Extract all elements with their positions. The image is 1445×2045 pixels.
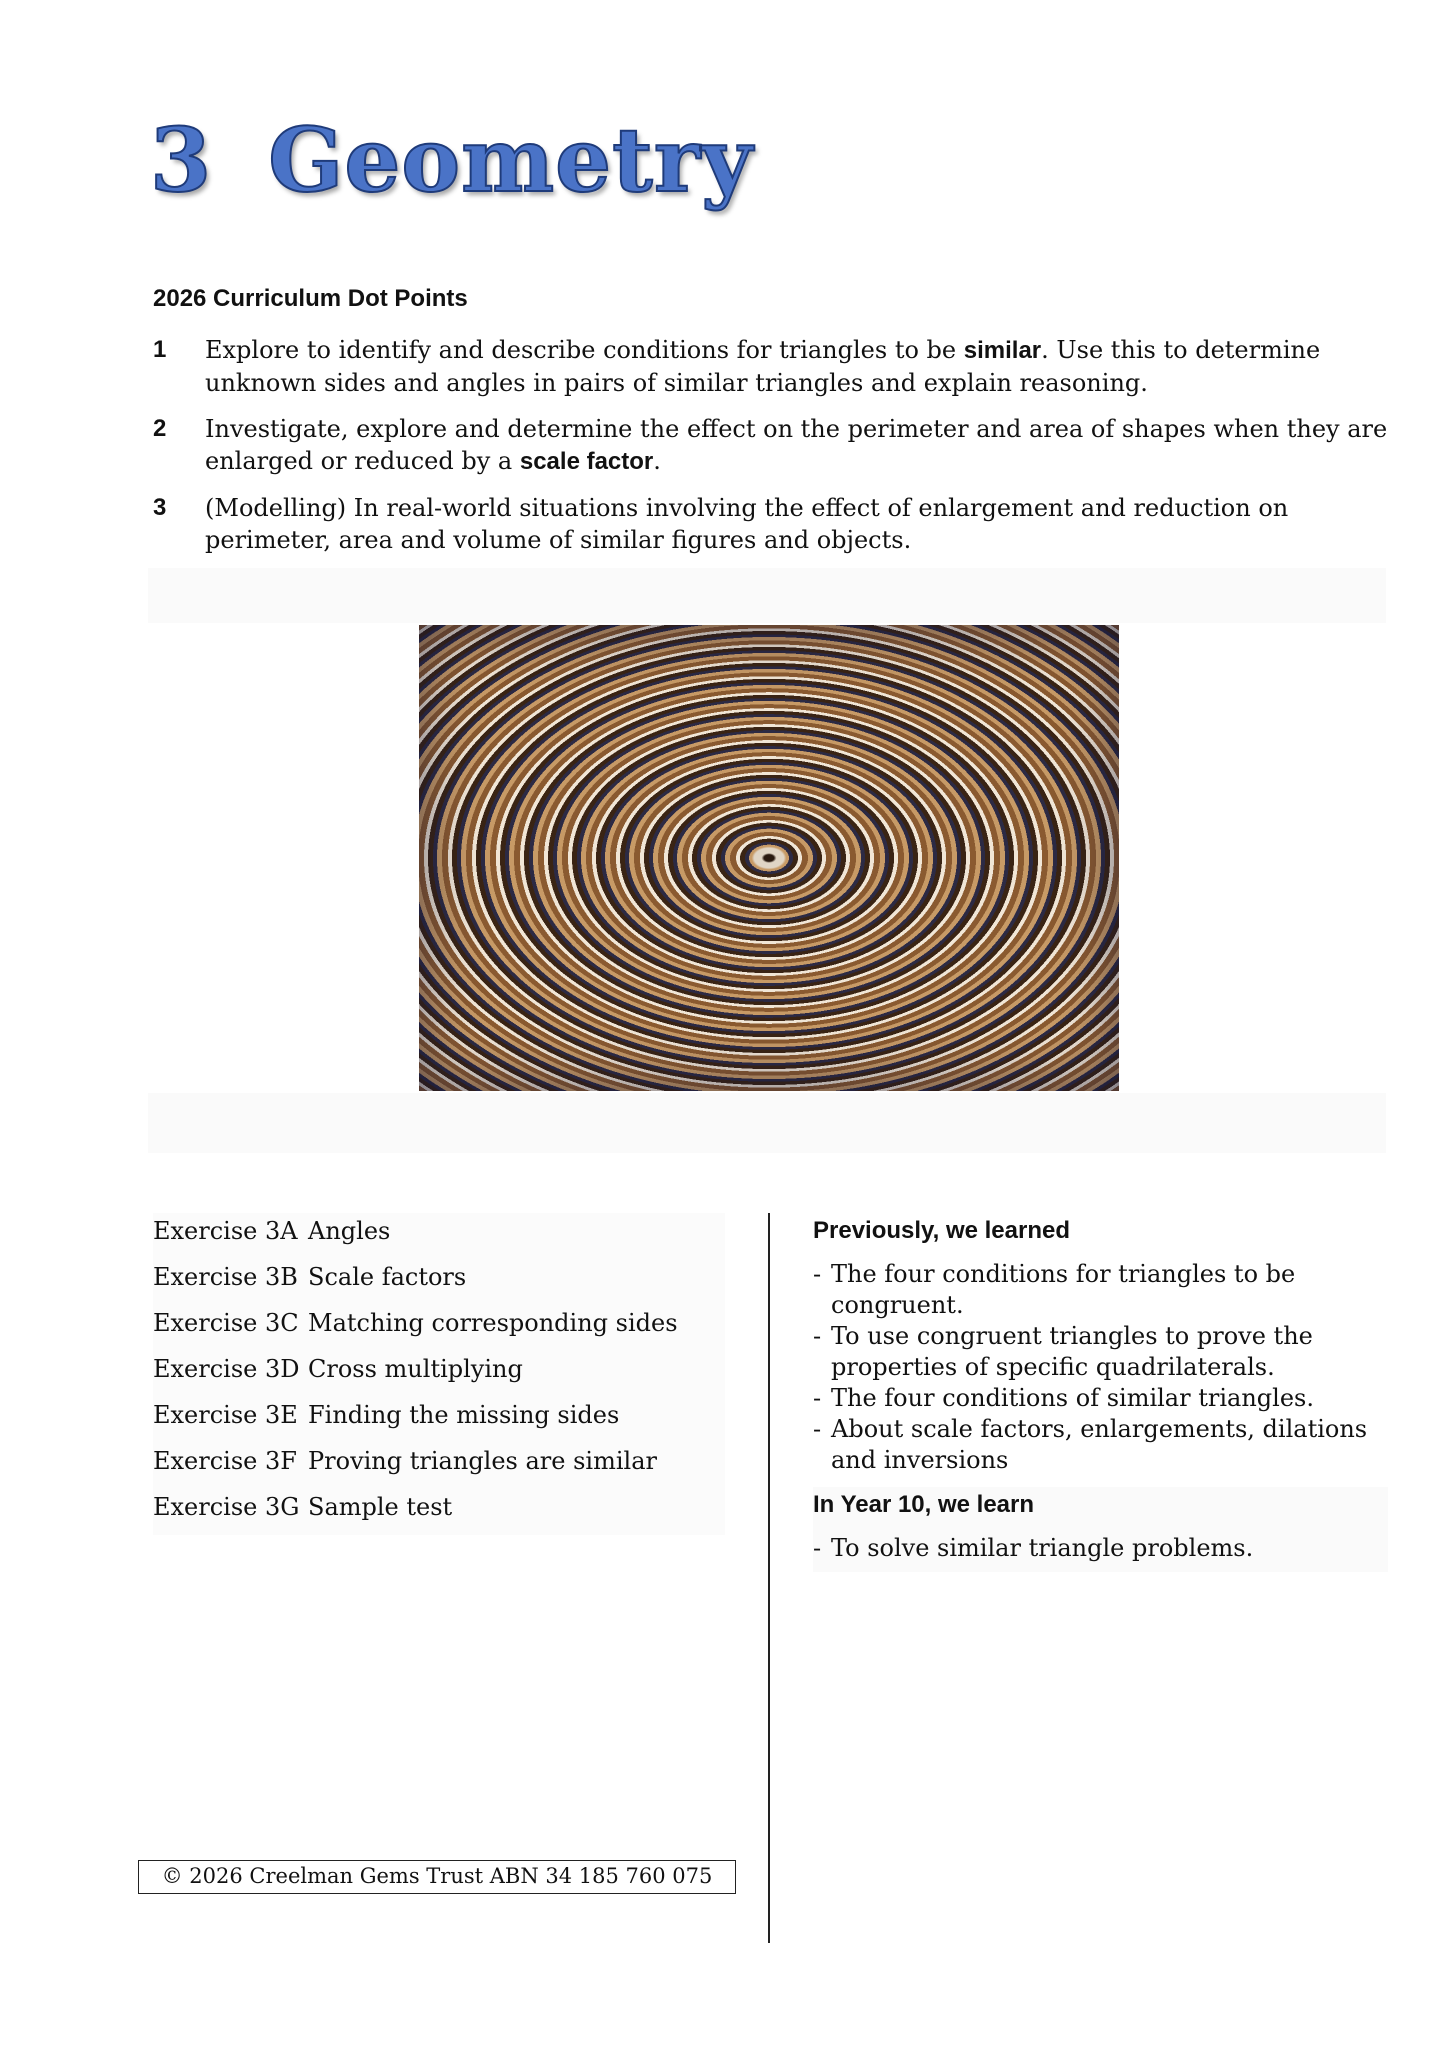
point-text-end: . <box>653 447 661 475</box>
point-number: 1 <box>153 336 167 363</box>
chapter-title <box>150 108 753 212</box>
curriculum-point <box>153 334 1388 399</box>
image-band-top <box>148 568 1386 623</box>
point-number: 2 <box>153 415 167 442</box>
chapter-name: Geometry <box>268 108 754 212</box>
exercise-item[interactable] <box>153 1489 725 1535</box>
curriculum-heading: 2026 Curriculum Dot Points <box>153 285 468 312</box>
image-band-bottom <box>148 1093 1386 1153</box>
exercise-code: Exercise 3F <box>153 1447 297 1475</box>
exercise-item[interactable] <box>153 1351 725 1397</box>
exercise-title: Angles <box>308 1217 391 1245</box>
exercise-title: Scale factors <box>308 1263 467 1291</box>
point-text: Investigate, explore and determine the effect on the perimeter and area of shapes when they are enlarged or reduced by a <box>205 415 1388 475</box>
exercise-list <box>153 1213 725 1535</box>
exercise-code: Exercise 3E <box>153 1401 298 1429</box>
exercise-code: Exercise 3A <box>153 1217 298 1245</box>
previously-learned-section <box>813 1213 1388 1476</box>
year10-list <box>813 1533 1388 1564</box>
previously-item: - The four conditions for triangles to be congruent. <box>813 1259 1388 1321</box>
point-text-end: . Use this to determine unknown sides and angles in pairs of similar triangles and explain reasoning. <box>205 336 1321 397</box>
tree-rings-image <box>419 625 1119 1091</box>
point-text: Explore to identify and describe conditions for triangles to be <box>205 336 964 364</box>
chapter-number: 3 <box>150 108 213 212</box>
previously-item: - To use congruent triangles to prove the properties of specific quadrilaterals. <box>813 1321 1388 1383</box>
exercise-code: Exercise 3D <box>153 1355 300 1383</box>
exercise-code: Exercise 3G <box>153 1493 300 1521</box>
exercise-title: Sample test <box>308 1493 453 1521</box>
previously-item: - The four conditions of similar triangles. <box>813 1383 1388 1414</box>
exercise-title: Cross multiplying <box>308 1355 523 1383</box>
exercise-title: Proving triangles are similar <box>308 1447 657 1475</box>
previously-item: - About scale factors, enlargements, dilations and inversions <box>813 1414 1388 1476</box>
point-text: (Modelling) In real-world situations involving the effect of enlargement and reduction on perimeter, area and volume of similar figures and objects. <box>205 494 1289 554</box>
curriculum-point <box>153 492 1388 556</box>
column-divider <box>768 1213 770 1943</box>
exercise-title: Finding the missing sides <box>308 1401 620 1429</box>
exercise-item[interactable] <box>153 1213 725 1259</box>
exercise-item[interactable] <box>153 1259 725 1305</box>
exercise-title: Matching corresponding sides <box>308 1309 678 1337</box>
year10-item: - To solve similar triangle problems. <box>813 1533 1388 1564</box>
year10-section <box>813 1487 1388 1572</box>
year10-heading: In Year 10, we learn <box>813 1491 1035 1518</box>
point-number: 3 <box>153 494 167 521</box>
previously-list <box>813 1259 1388 1476</box>
curriculum-point <box>153 413 1388 478</box>
exercise-code: Exercise 3B <box>153 1263 298 1291</box>
copyright-footer: © 2026 Creelman Gems Trust ABN 34 185 760 075 <box>138 1860 736 1894</box>
exercise-item[interactable] <box>153 1305 725 1351</box>
exercise-code: Exercise 3C <box>153 1309 299 1337</box>
point-keyword: similar <box>963 337 1042 364</box>
previously-heading: Previously, we learned <box>813 1217 1071 1244</box>
curriculum-points <box>153 334 1388 570</box>
exercise-item[interactable] <box>153 1397 725 1443</box>
exercise-item[interactable] <box>153 1443 725 1489</box>
point-keyword: scale factor <box>519 448 654 475</box>
